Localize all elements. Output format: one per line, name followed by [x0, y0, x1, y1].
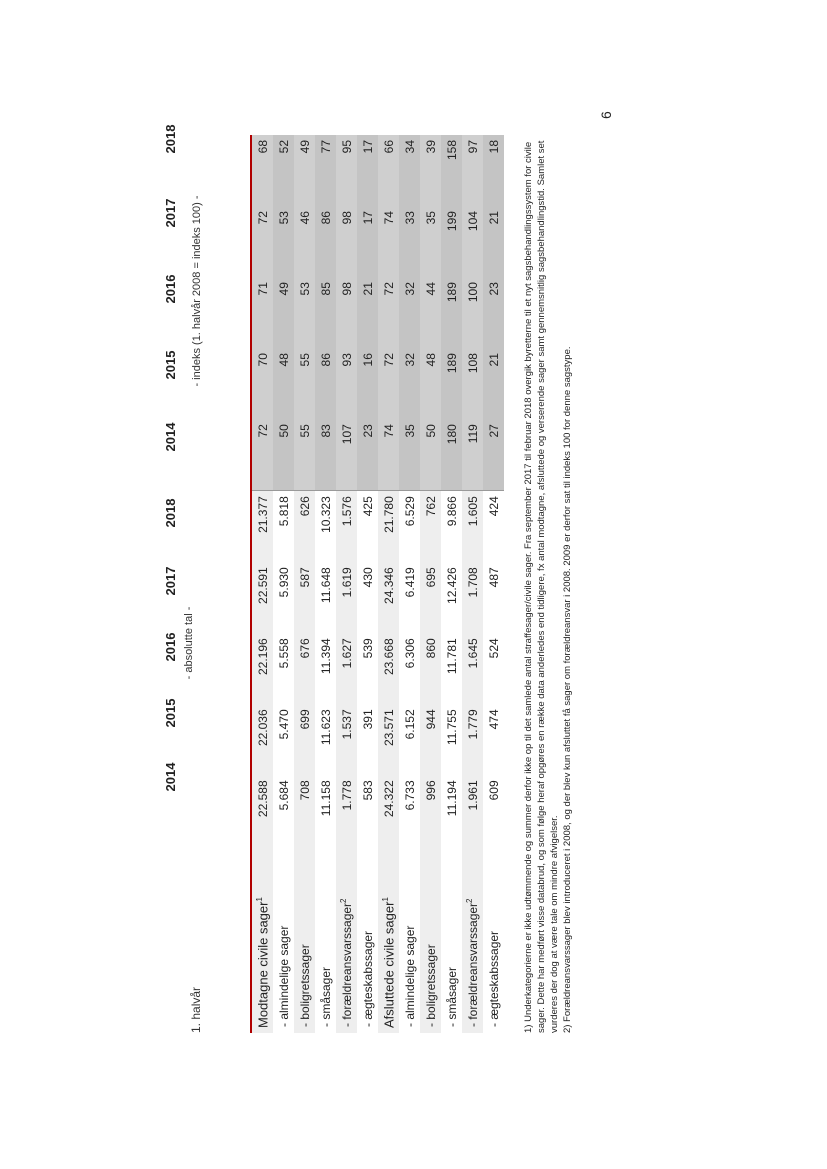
cell-absolute: 609 [483, 775, 504, 846]
cell-index: 104 [462, 206, 483, 277]
cell-index: 108 [462, 348, 483, 419]
table-row [252, 135, 273, 1033]
cell-index: 66 [378, 135, 399, 206]
cell-absolute: 11.648 [315, 562, 336, 633]
cell-index: 93 [336, 348, 357, 419]
cell-absolute: 22.196 [252, 633, 273, 704]
row-label-text: - forældreansvarssager [340, 902, 354, 1027]
cell-absolute: 9.866 [441, 491, 462, 563]
cell-index: 68 [252, 135, 273, 206]
cell-absolute: 22.591 [252, 562, 273, 633]
row-label [441, 846, 462, 1033]
cell-index: 199 [441, 206, 462, 277]
cell-absolute: 6.733 [399, 775, 420, 846]
cell-absolute: 6.529 [399, 491, 420, 563]
cell-index: 53 [294, 277, 315, 348]
row-label-text: - almindelige sager [402, 925, 417, 1027]
cell-absolute: 524 [483, 633, 504, 704]
data-table-wrap [252, 135, 516, 1033]
table-row [294, 135, 315, 1033]
cell-absolute: 1.645 [462, 633, 483, 704]
cell-absolute: 996 [420, 775, 441, 846]
cell-index: 46 [294, 206, 315, 277]
cell-absolute: 626 [294, 491, 315, 563]
row-label [462, 846, 483, 1033]
cell-index: 48 [273, 348, 294, 419]
cell-absolute: 1.576 [336, 491, 357, 563]
footnote-marker: 1 [380, 897, 390, 902]
cell-absolute: 587 [294, 562, 315, 633]
cell-index: 52 [273, 135, 294, 206]
year-abs-2017: 2017 [163, 566, 178, 596]
year-abs-2014: 2014 [163, 762, 178, 792]
cell-absolute: 5.930 [273, 562, 294, 633]
row-label [294, 846, 315, 1033]
row-label [420, 846, 441, 1033]
cell-index: 50 [420, 419, 441, 491]
footnote-2: 2) Forældreansvarssager blev introduceret i 2008, og der blev kun afsluttet få sager om forældreansvar i 2008. 2009 er derfor sat til indeks 100 for denne sagstype. [562, 346, 573, 1033]
cell-absolute: 11.194 [441, 775, 462, 846]
cell-index: 189 [441, 277, 462, 348]
cell-index: 33 [399, 206, 420, 277]
cell-index: 55 [294, 348, 315, 419]
cell-absolute: 5.684 [273, 775, 294, 846]
cell-absolute: 860 [420, 633, 441, 704]
row-label [273, 846, 294, 1033]
table-row [378, 135, 399, 1033]
cell-index: 98 [336, 277, 357, 348]
cell-index: 39 [420, 135, 441, 206]
year-abs-2016: 2016 [163, 632, 178, 662]
cell-index: 21 [483, 348, 504, 419]
row-label-text: - ægteskabssager [360, 930, 375, 1027]
cell-absolute: 487 [483, 562, 504, 633]
cell-absolute: 1.961 [462, 775, 483, 846]
cell-index: 158 [441, 135, 462, 206]
cell-absolute: 1.537 [336, 704, 357, 775]
cell-index: 86 [315, 206, 336, 277]
row-label [357, 846, 378, 1033]
cell-index: 100 [462, 277, 483, 348]
cell-index: 32 [399, 277, 420, 348]
cell-index: 23 [357, 419, 378, 491]
cell-absolute: 11.781 [441, 633, 462, 704]
cell-index: 85 [315, 277, 336, 348]
cell-absolute: 24.322 [378, 775, 399, 846]
footnote-marker: 2 [465, 898, 474, 903]
cell-index: 72 [252, 206, 273, 277]
table-row [273, 135, 294, 1033]
cell-index: 21 [483, 206, 504, 277]
row-label [399, 846, 420, 1033]
cell-absolute: 12.426 [441, 562, 462, 633]
row-label-text: Modtagne civile sager [255, 901, 271, 1028]
cell-index: 70 [252, 348, 273, 419]
cell-index: 97 [462, 135, 483, 206]
cell-index: 71 [252, 277, 273, 348]
row-label-text: Afsluttede civile sager [381, 901, 397, 1028]
year-idx-2016: 2016 [163, 274, 178, 304]
cell-absolute: 699 [294, 704, 315, 775]
year-abs-2015: 2015 [163, 698, 178, 728]
cell-index: 35 [420, 206, 441, 277]
cell-index: 83 [315, 419, 336, 491]
year-idx-2014: 2014 [163, 422, 178, 452]
subtitle-absolute: - absolutte tal - [183, 606, 195, 680]
table-row [336, 135, 357, 1033]
cell-absolute: 23.668 [378, 633, 399, 704]
cell-index: 119 [462, 419, 483, 491]
cell-absolute: 1.619 [336, 562, 357, 633]
cell-index: 18 [483, 135, 504, 206]
cell-index: 77 [315, 135, 336, 206]
cell-absolute: 5.818 [273, 491, 294, 563]
year-idx-2017: 2017 [163, 198, 178, 228]
cell-absolute: 6.306 [399, 633, 420, 704]
corner-label: 1. halvår [189, 986, 203, 1033]
cell-index: 53 [273, 206, 294, 277]
cell-index: 86 [315, 348, 336, 419]
cell-absolute: 474 [483, 704, 504, 775]
cell-absolute: 1.627 [336, 633, 357, 704]
cell-absolute: 1.708 [462, 562, 483, 633]
row-label [252, 846, 273, 1033]
row-label-text: - småsager [318, 966, 333, 1027]
row-label-text: - boligretssager [423, 944, 438, 1027]
cell-absolute: 11.623 [315, 704, 336, 775]
cell-index: 74 [378, 206, 399, 277]
cell-index: 34 [399, 135, 420, 206]
cell-index: 49 [273, 277, 294, 348]
table-row [399, 135, 420, 1033]
cell-absolute: 430 [357, 562, 378, 633]
table-row [420, 135, 441, 1033]
cell-index: 72 [378, 348, 399, 419]
cell-index: 23 [483, 277, 504, 348]
cell-absolute: 676 [294, 633, 315, 704]
row-label [336, 846, 357, 1033]
row-label-text: - forældreansvarssager [466, 902, 480, 1027]
table-row [483, 135, 504, 1033]
cell-index: 72 [252, 419, 273, 491]
cell-index: 72 [378, 277, 399, 348]
cell-absolute: 6.152 [399, 704, 420, 775]
cell-index: 95 [336, 135, 357, 206]
cell-absolute: 425 [357, 491, 378, 563]
footnote-marker: 1 [254, 897, 264, 902]
cell-index: 16 [357, 348, 378, 419]
subtitle-index: - indeks (1. halvår 2008 = indeks 100) - [191, 195, 203, 387]
cell-index: 55 [294, 419, 315, 491]
table-row [462, 135, 483, 1033]
cell-index: 189 [441, 348, 462, 419]
cell-index: 74 [378, 419, 399, 491]
cell-index: 98 [336, 206, 357, 277]
cell-absolute: 424 [483, 491, 504, 563]
page-number: 6 [598, 111, 614, 119]
table-row [315, 135, 336, 1033]
cell-absolute: 539 [357, 633, 378, 704]
cell-index: 27 [483, 419, 504, 491]
cell-absolute: 21.780 [378, 491, 399, 563]
footnote-1: 1) Underkategorierne er ikke udtømmende og summer derfor ikke op til det samlede antal straffesager/civile sager. Fra september 2017 til februar 2018 overgik byretterne til et nyt sagsbehandlingssystem for civile sager. Dette har medført visse databrud, og som følge heraf opgøres en række data anderledes end tidligere, fx antal modtagne, afsluttede og verserende sager samt gennemsnitlig sagsbehandlingstid. Samlet set vurderes der dog at være tale om mindre afvigelser. [523, 140, 560, 1033]
cell-absolute: 24.346 [378, 562, 399, 633]
row-label [378, 846, 399, 1033]
year-abs-2018: 2018 [163, 498, 178, 528]
cell-index: 107 [336, 419, 357, 491]
cell-absolute: 1.605 [462, 491, 483, 563]
cell-index: 180 [441, 419, 462, 491]
cell-absolute: 5.558 [273, 633, 294, 704]
cell-absolute: 10.323 [315, 491, 336, 563]
table-row [357, 135, 378, 1033]
cell-absolute: 6.419 [399, 562, 420, 633]
cell-absolute: 1.778 [336, 775, 357, 846]
cell-index: 44 [420, 277, 441, 348]
row-label-text: - almindelige sager [276, 925, 291, 1027]
cell-absolute: 5.470 [273, 704, 294, 775]
table-row [441, 135, 462, 1033]
cell-index: 17 [357, 135, 378, 206]
cell-absolute: 21.377 [252, 491, 273, 563]
cell-absolute: 22.588 [252, 775, 273, 846]
cell-index: 32 [399, 348, 420, 419]
cell-absolute: 11.755 [441, 704, 462, 775]
cell-absolute: 23.571 [378, 704, 399, 775]
data-table [252, 135, 504, 1033]
cell-index: 35 [399, 419, 420, 491]
cell-index: 49 [294, 135, 315, 206]
cell-absolute: 944 [420, 704, 441, 775]
footnote-marker: 2 [339, 898, 348, 903]
cell-index: 17 [357, 206, 378, 277]
footnotes [522, 133, 574, 1033]
year-idx-2015: 2015 [163, 350, 178, 380]
row-label-text: - boligretssager [297, 944, 312, 1027]
row-label-text: - ægteskabssager [486, 930, 501, 1027]
cell-absolute: 583 [357, 775, 378, 846]
cell-index: 48 [420, 348, 441, 419]
cell-absolute: 762 [420, 491, 441, 563]
cell-absolute: 1.779 [462, 704, 483, 775]
row-label [483, 846, 504, 1033]
table-header [163, 124, 207, 1033]
row-label [315, 846, 336, 1033]
cell-absolute: 708 [294, 775, 315, 846]
cell-index: 21 [357, 277, 378, 348]
cell-index: 50 [273, 419, 294, 491]
cell-absolute: 11.158 [315, 775, 336, 846]
year-idx-2018: 2018 [163, 124, 178, 154]
cell-absolute: 391 [357, 704, 378, 775]
cell-absolute: 695 [420, 562, 441, 633]
cell-absolute: 22.036 [252, 704, 273, 775]
cell-absolute: 11.394 [315, 633, 336, 704]
row-label-text: - småsager [444, 966, 459, 1027]
